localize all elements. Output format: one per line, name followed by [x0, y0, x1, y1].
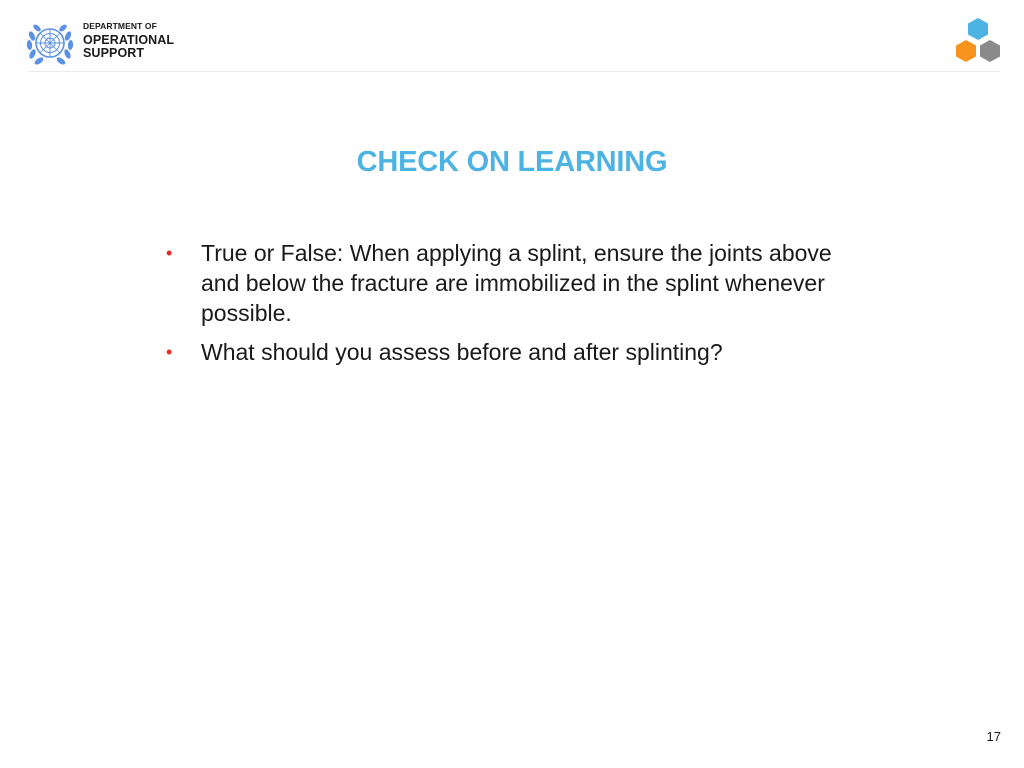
bullet-list — [166, 238, 866, 376]
department-line-2: OPERATIONAL — [83, 32, 175, 47]
hexagon-cluster-icon — [952, 16, 1004, 66]
list-item — [166, 238, 866, 328]
page-number: 17 — [986, 729, 1001, 744]
department-line-3: SUPPORT — [83, 46, 145, 60]
slide-title: CHECK ON LEARNING — [356, 146, 668, 178]
bullet-marker: • — [166, 342, 173, 362]
department-name — [83, 22, 174, 61]
bullet-text: True or False: When applying a splint, ensure the joints above and below the fracture are immobilized in the splint whenever possible. — [201, 240, 832, 326]
list-item — [166, 337, 866, 367]
bullet-marker: • — [166, 243, 173, 263]
bullet-text: What should you assess before and after splinting? — [201, 339, 723, 365]
un-emblem-icon — [24, 18, 76, 68]
header-divider — [28, 71, 1000, 72]
department-line-1: DEPARTMENT OF — [83, 21, 157, 31]
